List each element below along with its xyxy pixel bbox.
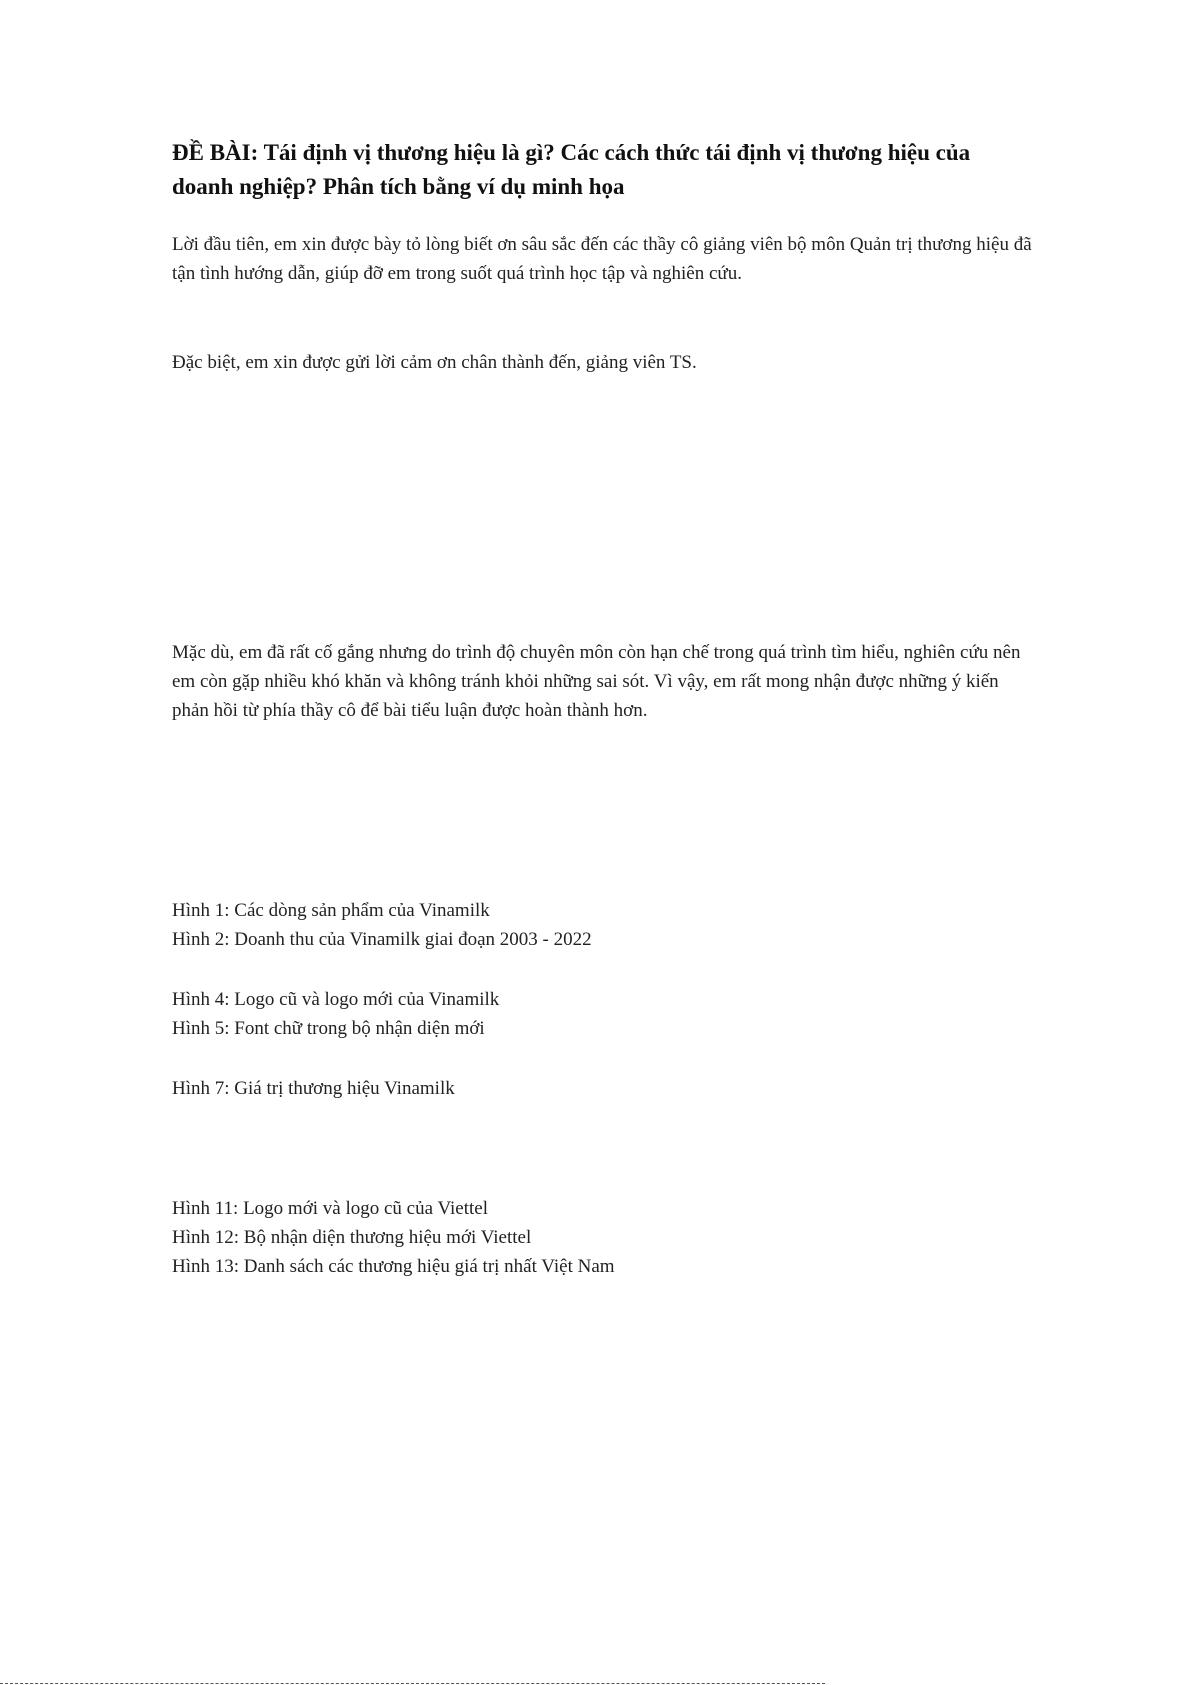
thanks-paragraph: Đặc biệt, em xin được gửi lời cảm ơn chân thành đến, giảng viên TS. [172,352,697,373]
figure-list-vinamilk-value [172,1074,1032,1103]
figure-caption-11: Hình 11: Logo mới và logo cũ của Viettel [172,1198,489,1219]
figure-list-viettel [172,1194,1032,1281]
figure-list-vinamilk-identity [172,985,1032,1043]
figure-caption-4: Hình 4: Logo cũ và logo mới của Vinamilk [172,989,500,1010]
figure-caption-12: Hình 12: Bộ nhận diện thương hiệu mới Viettel [172,1227,532,1248]
apology-paragraph: Mặc dù, em đã rất cố gắng nhưng do trình độ chuyên môn còn hạn chế trong quá trình tìm hiểu, nghiên cứu nên em còn gặp nhiều khó khăn và không tránh khỏi những sai sót. Vì vậy, em rất mong nhận được những ý kiến phản hồi từ phía thầy cô để bài tiểu luận được hoàn thành hơn. [172,642,1021,721]
figure-caption-2: Hình 2: Doanh thu của Vinamilk giai đoạn 2003 - 2022 [172,929,592,950]
page-title: ĐỀ BÀI: Tái định vị thương hiệu là gì? Các cách thức tái định vị thương hiệu của doanh nghiệp? Phân tích bằng ví dụ minh họa [172,140,971,199]
figure-caption-1: Hình 1: Các dòng sản phẩm của Vinamilk [172,900,490,921]
page-bottom-rule [0,1683,825,1684]
intro-paragraph: Lời đầu tiên, em xin được bày tỏ lòng biết ơn sâu sắc đến các thầy cô giảng viên bộ môn Quản trị thương hiệu đã tận tình hướng dẫn, giúp đỡ em trong suốt quá trình học tập và nghiên cứu. [172,234,1032,284]
figure-caption-13: Hình 13: Danh sách các thương hiệu giá trị nhất Việt Nam [172,1256,615,1277]
figure-caption-5: Hình 5: Font chữ trong bộ nhận diện mới [172,1018,485,1039]
figure-caption-7: Hình 7: Giá trị thương hiệu Vinamilk [172,1078,455,1099]
figure-list-vinamilk-products [172,896,1032,954]
